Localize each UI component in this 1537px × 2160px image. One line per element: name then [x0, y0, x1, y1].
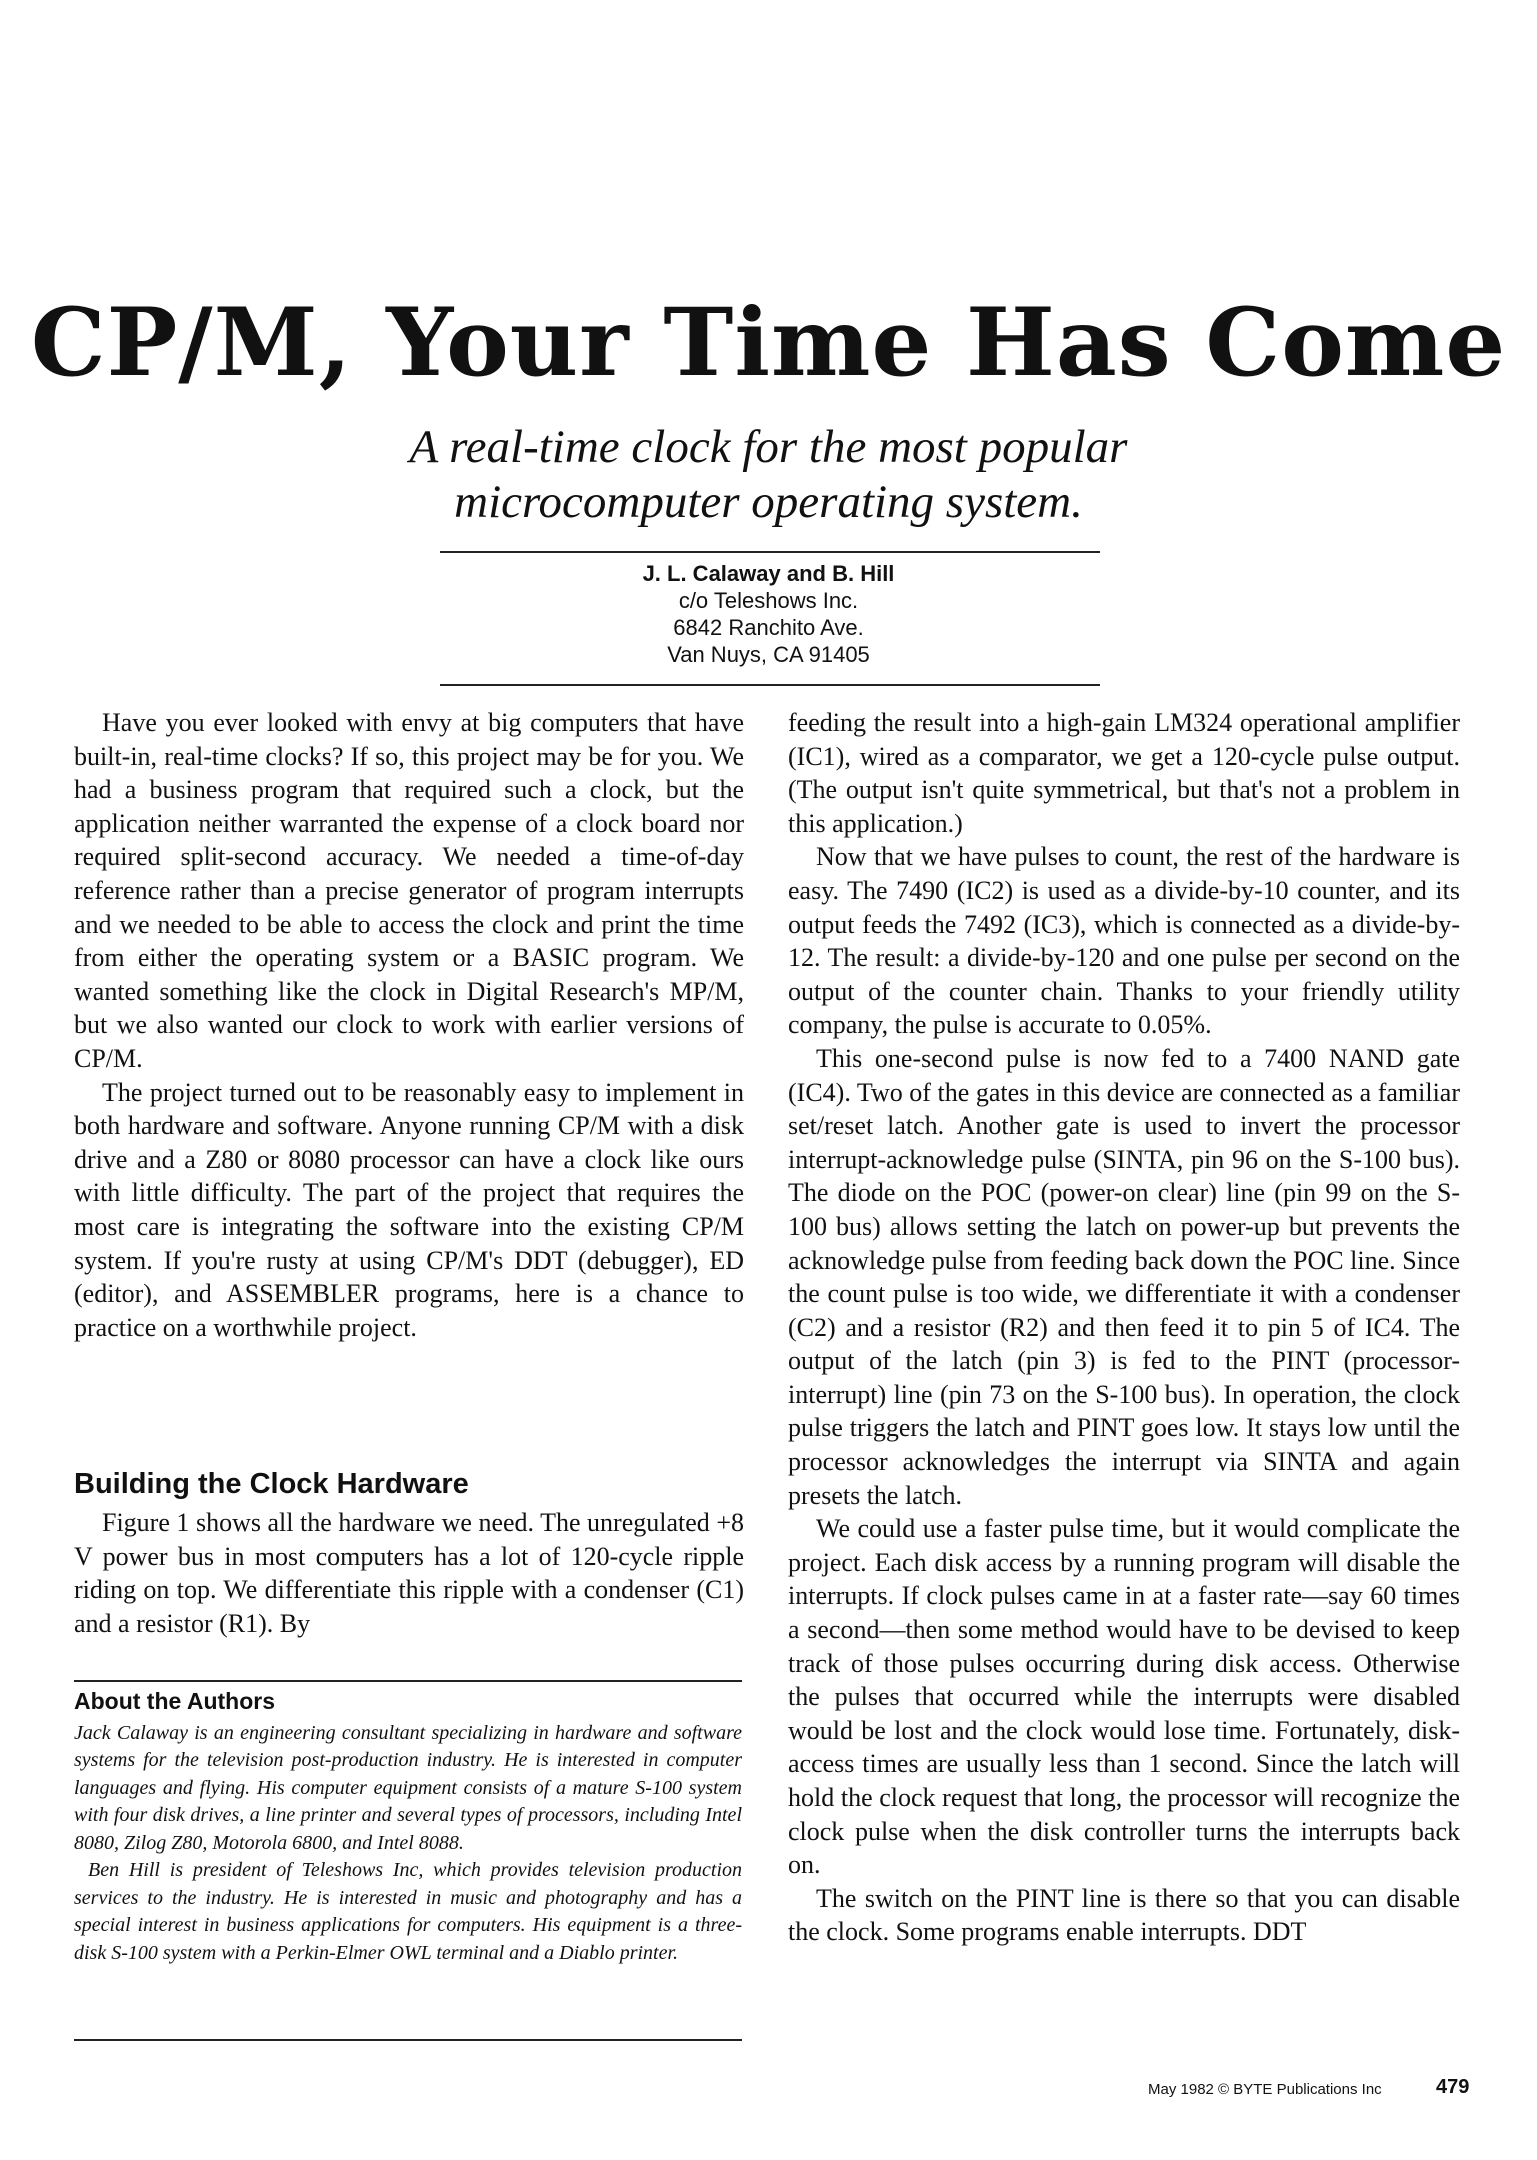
byline-authors: J. L. Calaway and B. Hill — [642, 561, 895, 586]
footer-credit: May 1982 © BYTE Publications Inc — [1148, 2081, 1382, 2098]
byline-street: 6842 Ranchito Ave. — [673, 615, 864, 640]
subtitle-line-1: A real-time clock for the most popular — [409, 421, 1128, 473]
body-paragraph: Figure 1 shows all the hardware we need. The unregulated +8 V power bus in most computers has a lot of 120-cycle ripple riding on top. We differentiate this ripple with a condenser (C1) and a resistor (R1). By — [74, 1508, 744, 1638]
byline — [0, 560, 1537, 668]
sidebar-bottom-rule — [74, 2039, 742, 2041]
article-title: CP/M, Your Time Has Come — [30, 288, 1507, 398]
subtitle-line-2: microcomputer operating system. — [454, 475, 1083, 528]
sidebar-paragraph: Jack Calaway is an engineering consultant specializing in hardware and software systems for the television post-production industry. He is interested in computer languages and flying. His computer equipment consists of a mature S-100 system with four disk drives, a line printer and several types of processors, including Intel 8080, Zilog Z80, Motorola 6800, and Intel 8088. — [74, 1721, 742, 1854]
byline-city: Van Nuys, CA 91405 — [667, 642, 870, 667]
page-number: 479 — [1436, 2076, 1470, 2098]
byline-bottom-rule — [440, 684, 1100, 686]
body-paragraph: Have you ever looked with envy at big computers that have built-in, real-time clocks? If so, this project may be for you. We had a business program that required such a clock, but the application neither warranted the expense of a clock board nor required split-second accuracy. We needed a time-of-day reference rather than a precise generator of program interrupts and we needed to be able to access the clock and print the time from either the operating system or a BASIC program. We wanted something like the clock in Digital Research's MP/M, but we also wanted our clock to work with earlier versions of CP/M. — [74, 708, 744, 1073]
sidebar-top-rule — [74, 1680, 742, 1682]
section-heading: Building the Clock Hardware — [74, 1468, 469, 1500]
article-subtitle — [0, 420, 1537, 530]
section-body — [74, 1506, 744, 1640]
body-paragraph: feeding the result into a high-gain LM324 operational amplifier (IC1), wired as a comparator, we get a 120-cycle pulse output. (The output isn't quite symmetrical, but that's not a problem in this application.) — [788, 708, 1460, 838]
body-right-column — [788, 706, 1460, 1949]
sidebar-title: About the Authors — [74, 1688, 276, 1714]
body-paragraph: We could use a faster pulse time, but it would complicate the project. Each disk access by a running program will disable the interrupts. If clock pulses came in at a faster rate—say 60 times a second—then some method would have to be devised to keep track of those pulses occurring during disk access. Otherwise the pulses that occurred while the interrupts were disabled would be lost and the clock would lose time. Fortunately, disk-access times are usually less than 1 second. Since the latch will hold the clock request that long, the processor will recognize the clock pulse when the disk controller turns the interrupts back on. — [788, 1514, 1460, 1880]
body-paragraph: This one-second pulse is now fed to a 7400 NAND gate (IC4). Two of the gates in this device are connected as a familiar set/reset latch. Another gate is used to invert the processor interrupt-acknowledge pulse (SINTA, pin 96 on the S-100 bus). The diode on the POC (power-on clear) line (pin 99 on the S-100 bus) allows setting the latch on power-up but prevents the acknowledge pulse from feeding back down the POC line. Since the count pulse is too wide, we differentiate it with a condenser (C2) and a resistor (R2) and then feed it to pin 5 of IC4. The output of the latch (pin 3) is fed to the PINT (processor-interrupt) line (pin 73 on the S-100 bus). In operation, the clock pulse triggers the latch and PINT goes low. It stays low until the processor acknowledges the interrupt via SINTA and again presets the latch. — [788, 1043, 1460, 1510]
body-paragraph: The project turned out to be reasonably easy to implement in both hardware and software. Anyone running CP/M with a disk drive and a Z80 or 8080 processor can have a clock like ours with little difficulty. The part of the project that requires the most care is integrating the software into the existing CP/M system. If you're rusty at using CP/M's DDT (debugger), ED (editor), and ASSEMBLER programs, here is a chance to practice on a worthwhile project. — [74, 1077, 744, 1342]
sidebar-paragraph: Ben Hill is president of Teleshows Inc, which provides television production services to the industry. He is interested in music and photography and has a special interest in business applications for computers. His equipment is a three-disk S-100 system with a Perkin-Elmer OWL terminal and a Diablo printer. — [74, 1859, 742, 1964]
byline-company: c/o Teleshows Inc. — [678, 588, 859, 613]
body-paragraph: Now that we have pulses to count, the rest of the hardware is easy. The 7490 (IC2) is used as a divide-by-10 counter, and its output feeds the 7492 (IC3), which is connected as a divide-by-12. The result: a divide-by-120 and one pulse per second on the output of the counter chain. Thanks to your friendly utility company, the pulse is accurate to 0.05%. — [788, 842, 1460, 1040]
about-authors-box — [74, 1688, 742, 1967]
body-left-column — [74, 706, 744, 1344]
body-paragraph: The switch on the PINT line is there so that you can disable the clock. Some programs enable interrupts. DDT — [788, 1883, 1460, 1947]
byline-top-rule — [440, 551, 1100, 553]
